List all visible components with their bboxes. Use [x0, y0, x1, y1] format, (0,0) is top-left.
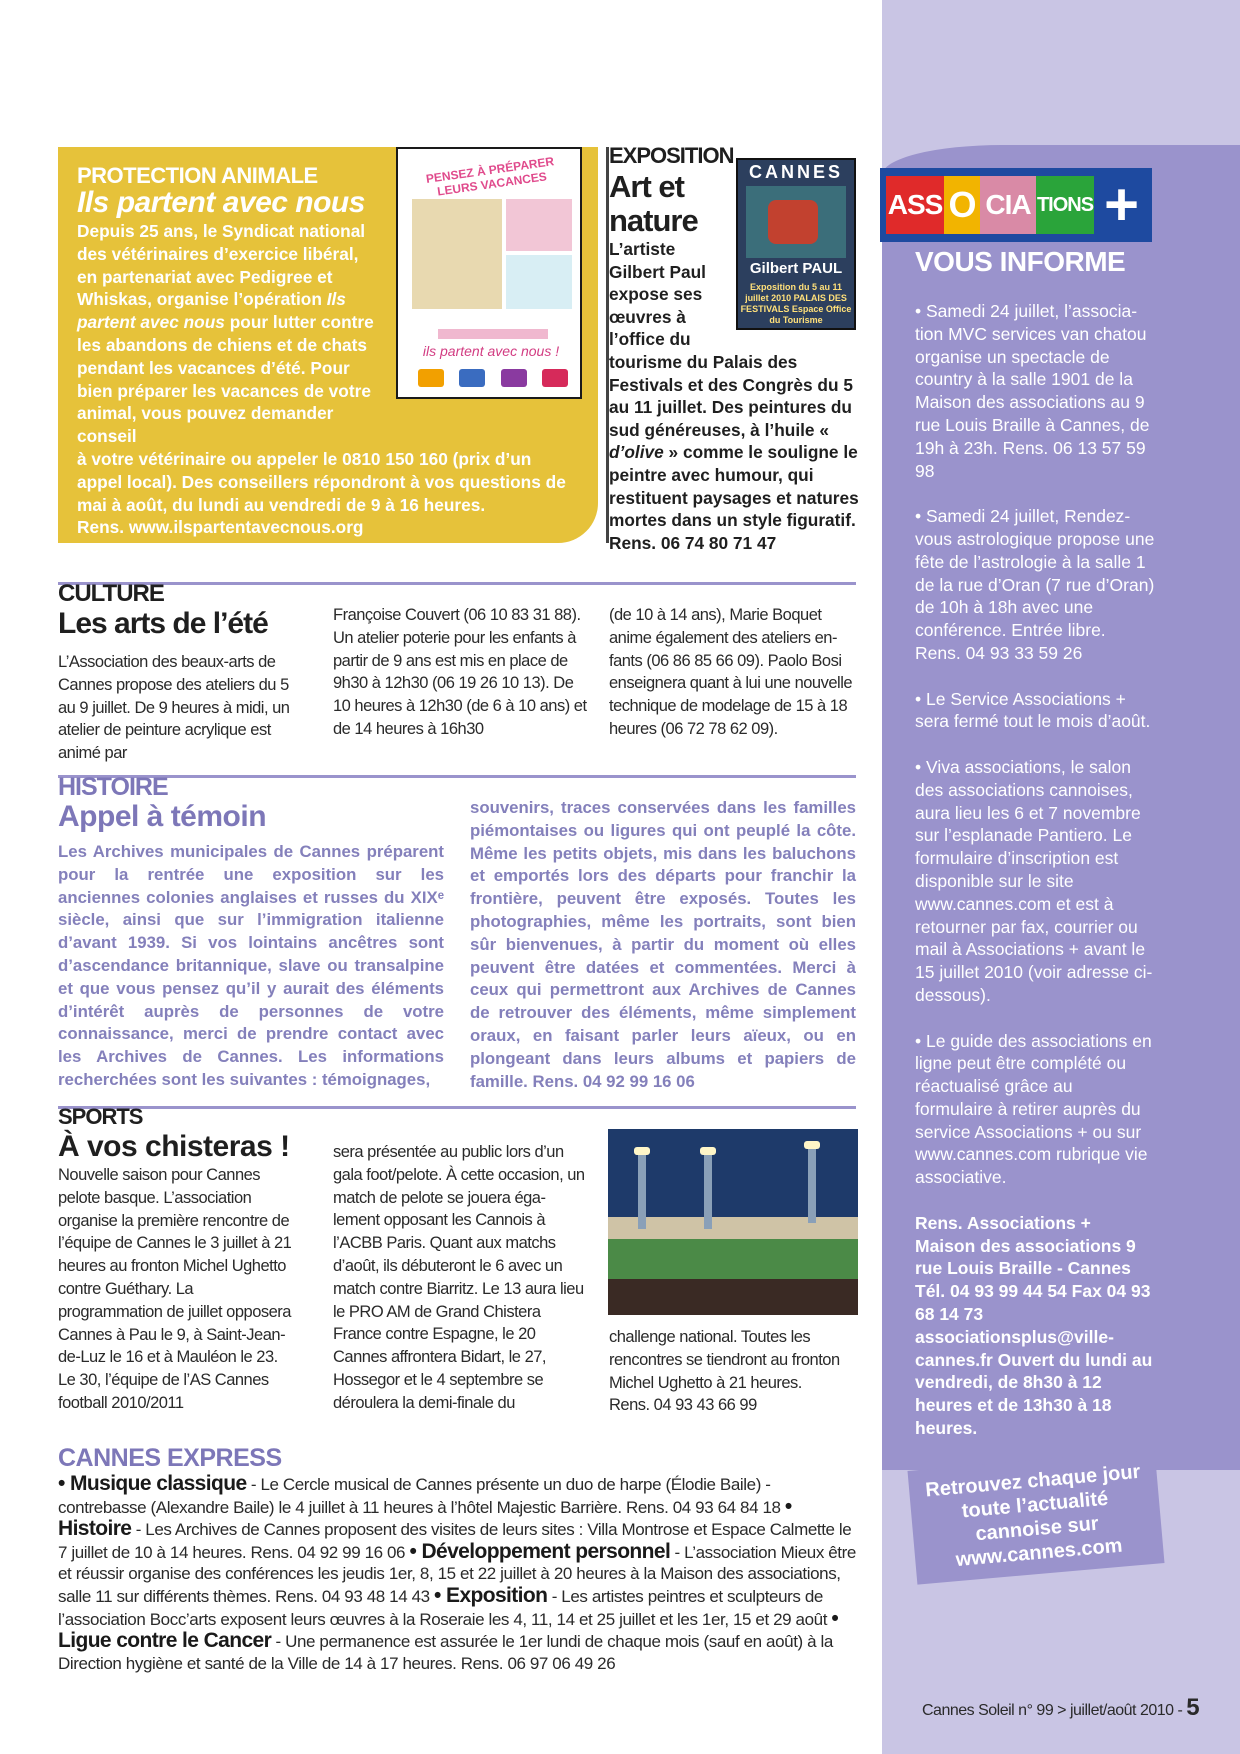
express-head-ligue: Ligue contre le Cancer	[58, 1629, 272, 1653]
sidebar-item: • Samedi 24 juillet, l’associa-tion MVC services van chatou organise un spectacle de country à la salle 1901 de la Maison des associations au 9 rue Louis Braille à Cannes, de 19h à 23h. Rens. 06 13 57 59 98	[915, 301, 1150, 481]
exposition-poster-sub: Exposition du 5 au 11 juillet 2010 PALAIS DES FESTIVALS Espace Office du Tourisme	[740, 282, 852, 325]
protection-text-narrow-block	[77, 220, 377, 448]
exposition-rens: Rens. 06 74 80 71 47	[609, 532, 777, 553]
sports-col-3-text: challenge national. Toutes les rencontres se tiendront au fronton Michel Ughetto à 21 heures.	[609, 1328, 840, 1392]
poster-small-text-bar	[438, 329, 548, 339]
protection-kicker: PROTECTION ANIMALE	[77, 163, 318, 188]
histoire-col-2: souvenirs, traces conservées dans les familles piémontaises ou ligures qui ont peuplé la côte. Même les petits objets, mis dans les baluchons et emportés lors des départs pour franchir la frontière, peuvent être exposés. Toutes les photographies, même les portraits, sont bien sûr bienvenues, à partir du moment où elles peuvent être datées et commentées. Merci à ceux qui permettront aux Archives de Cannes de retrouver des éléments, même simplement oraux, en faisant parler leurs aïeux, ou en plongeant dans leurs albums et papiers de famille. Rens. 04 92 99 16 06	[470, 798, 856, 1091]
express-head-histoire: Histoire	[58, 1517, 132, 1541]
associations-plus-logo	[880, 168, 1152, 242]
sponsor-logo-2	[459, 369, 485, 387]
express-title: CANNES EXPRESS	[58, 1444, 282, 1472]
express-bullet: •	[434, 1583, 447, 1607]
exposition-poster	[736, 158, 856, 330]
exposition-title: Art et nature	[609, 169, 698, 238]
sidebar-item: • Le guide des associations en ligne peut être complété ou réactualisé grâce au formulaire à retirer auprès du service Associations + ou sur www.cannes.com rubrique vie associative.	[915, 1030, 1152, 1188]
histoire-rule	[58, 775, 856, 778]
exposition-poster-artist: Gilbert PAUL	[749, 260, 843, 277]
exposition-kicker: EXPOSITION	[609, 143, 734, 168]
photo-light-pole-3	[808, 1143, 816, 1223]
logo-o: O	[944, 176, 980, 234]
poster-pink-image	[506, 199, 572, 251]
exposition-text-wide-1: tourisme du Palais des Festivals et des Congrès du 5 au 11 juillet. Des peintures du sud généreuses, à l’huile «	[609, 351, 853, 440]
sports-col-1: Nouvelle saison pour Cannes pelote basque. L’association organise la première rencontre de l’équipe de Cannes le 3 juillet à 21 heures au fronton Michel Ughetto contre Guéthary. La programmation de juillet opposera Cannes à Pau le 9, à Saint-Jean-de-Luz le 16 et à Mauléon le 23. Le 30, l’équipe de l’AS Cannes football 2010/2011	[58, 1166, 292, 1412]
photo-lamp-3	[804, 1141, 820, 1149]
protection-text-italic: Ils partent avec nous	[77, 289, 346, 333]
culture-kicker: CULTURE	[58, 580, 164, 607]
website-promo-box[interactable]	[908, 1449, 1165, 1584]
poster-dog-image	[412, 199, 502, 309]
photo-lamp-2	[700, 1147, 716, 1155]
sponsor-logo-4	[542, 369, 568, 387]
express-head-dev: Développement personnel	[421, 1539, 671, 1563]
sidebar-item: • Le Service Associations + sera fermé tout le mois d’août.	[915, 688, 1151, 732]
express-head-music: Musique classique	[70, 1472, 247, 1495]
page-footer	[922, 1694, 1199, 1722]
website-promo-text: Retrouvez chaque jour toute l’actualité cannoise sur www.cannes.com	[924, 1460, 1142, 1572]
histoire-col-1: Les Archives municipales de Cannes préparent pour la rentrée une exposition sur les anciennes colonies anglaises et russes du XIXᵉ siècle, ainsi que sur l’immigration italienne d’avant 1939. Si vos lointains ancêtres sont d’ascendance britannique, slave ou transalpine et que vous pensez qu’il y aurait des éléments d’intérêt auprès de personnes de votre connaissance, merci de prendre contact avec les Archives de Cannes. Les informations recherchées sont les suivantes : témoignages,	[58, 842, 444, 1089]
exposition-poster-painting-detail	[768, 200, 818, 244]
logo-cia: CIA	[980, 176, 1036, 234]
photo-light-pole-1	[638, 1149, 646, 1229]
exposition-text-italic: d’olive	[609, 442, 664, 463]
culture-title: Les arts de l’été	[58, 607, 268, 640]
sidebar-item: • Viva associations, le salon des associations cannoises, aura lieu les 6 et 7 novembre sur l’esplanade Pantiero. Le formulaire d’inscription est disponible sur le site www.cannes.com et est à retourner par fax, courrier ou mail à Associations + avant le 15 juillet 2010 (voir adresse ci-dessous).	[915, 756, 1153, 1005]
express-head-expo: Exposition	[446, 1583, 548, 1607]
footer-text: Cannes Soleil n° 99 > juillet/août 2010 -	[922, 1702, 1187, 1719]
express-bullet: •	[58, 1472, 70, 1495]
express-bullet: •	[409, 1539, 422, 1563]
protection-title: Ils partent avec nous	[77, 186, 365, 219]
express-bullet: •	[784, 1494, 792, 1518]
photo-light-pole-2	[704, 1149, 712, 1229]
sports-col-3	[609, 1326, 859, 1417]
express-text-music: - Le Cercle musical de Cannes présente un duo de harpe (Élodie Baile) - contrebasse (Alexandre Baile) le 4 juillet à 11 heures à l’hôtel Majestic Barrière. Rens. 04 93 64 84 18	[58, 1475, 785, 1517]
sidebar-body	[915, 300, 1155, 1463]
poster-headline: PENSEZ À PRÉPARER LEURS VACANCES	[425, 154, 555, 199]
sidebar-contact: Rens. Associations + Maison des associations 9 rue Louis Braille - Cannes Tél. 04 93 99 44 54 Fax 04 93 68 14 73 associationsplus@ville-cannes.fr Ouvert du lundi au vendredi, de 8h30 à 12 heures et de 13h30 à 18 heures.	[915, 1212, 1153, 1439]
protection-poster	[396, 147, 582, 399]
sponsor-logo-1	[418, 369, 444, 387]
exposition-poster-headline: CANNES	[748, 162, 843, 182]
photo-stands	[608, 1279, 858, 1315]
protection-rens: Rens. www.ilspartentavecnous.org	[77, 517, 364, 538]
poster-sponsor-logos	[418, 369, 568, 387]
logo-tions: TIONS	[1036, 176, 1094, 234]
sponsor-logo-3	[501, 369, 527, 387]
page-number: 5	[1186, 1694, 1200, 1721]
logo-ass: ASS	[886, 176, 944, 234]
express-text-expo: - Les artistes peintres et sculpteurs de l’association Bocc’arts exposent leurs œuvres à la Roseraie les 4, 11, 14 et 25 juillet et les 1er, 15 et 29 août	[58, 1586, 832, 1629]
express-text-histoire: - Les Archives de Cannes proposent des visites de leurs sites : Villa Montrose et Espace Calmette le 7 juillet de 10 à 14 heures. Rens. 04 92 99 16 06	[58, 1520, 852, 1562]
culture-col-3: (de 10 à 14 ans), Marie Boquet anime également des ateliers en-fants (06 86 85 66 09). Paolo Bosi enseignera quant à lui une nouvelle technique de modelage de 15 à 18 heures (06 72 78 62 09).	[609, 606, 853, 738]
photo-lamp-1	[634, 1147, 650, 1155]
poster-slogan: ils partent avec nous !	[422, 343, 560, 359]
sports-rens: Rens. 04 93 43 66 99	[609, 1396, 757, 1415]
logo-plus-icon: +	[1104, 171, 1140, 238]
exposition-text-wide-2: » comme le souligne le peintre avec humour, qui restituent paysages et natures mortes dans un style figuratif.	[609, 442, 859, 531]
culture-rule	[58, 582, 856, 585]
sports-title: À vos chisteras !	[58, 1130, 290, 1163]
pelote-stadium-photo	[608, 1129, 858, 1315]
culture-col-1: L’Association des beaux-arts de Cannes propose des ateliers du 5 au 9 juillet. De 9 heures à midi, un atelier de peinture acrylique est animé par	[58, 653, 290, 763]
logo-letters	[886, 176, 1094, 234]
express-bullet: •	[831, 1606, 839, 1630]
protection-text-part1: Depuis 25 ans, le Syndicat national des vétérinaires d’exercice libéral, en partenariat avec Pedigree et Whiskas, organise l’opération	[77, 221, 366, 310]
express-text-dev: - L’association Mieux être et réussir organise des conférences les jeudis 1er, 8, 15 et 22 juillet à 20 heures à la Maison des associations, salle 11 sur différents thèmes. Rens. 04 93 48 14 43	[58, 1542, 856, 1606]
poster-carrier-image	[506, 255, 572, 309]
protection-text-part2: pour lutter contre les abandons de chiens et de chats pendant les vacances d’été. Pour bien préparer les vacances de votre animal, vous pouvez demander conseil	[77, 312, 374, 447]
exposition-text-narrow: L’artiste Gilbert Paul expose ses œuvres à l’office du	[609, 239, 706, 350]
sports-col-2: sera présentée au public lors d’un gala foot/pelote. À cette occasion, un match de pelote se jouera éga-lement opposant les Cannois à l’ACBB Paris. Quant aux matchs d’août, ils débuteront le 6 avec un match contre Biarritz. Le 13 aura lieu le PRO AM de Grand Chistera France contre Espagne, le 20 Cannes affrontera Bidart, le 27, Hossegor et le 4 septembre se déroulera la demi-finale du	[333, 1143, 585, 1412]
histoire-kicker: HISTOIRE	[58, 773, 168, 801]
sidebar-item: • Samedi 24 juillet, Rendez-vous astrologique propose une fête de l’astrologie à la salle 1 de la rue d’Oran (7 rue d’Oran) de 10h à 18h avec une conférence. Entrée libre. Rens. 04 93 33 59 26	[915, 506, 1155, 663]
express-text	[58, 1473, 858, 1674]
protection-text-wide: à votre vétérinaire ou appeler le 0810 150 160 (prix d’un appel local). Des conseillers répondront à vos questions de mai à août, du lundi au vendredi de 9 à 16 heures.	[77, 448, 566, 515]
sidebar-title: VOUS INFORME	[915, 246, 1126, 277]
express-text-ligue: - Une permanence est assurée le 1er lundi de chaque mois (sauf en août) à la Direction hygiène et santé de la Ville de 14 à 17 heures. Rens. 06 97 06 49 26	[58, 1632, 833, 1673]
histoire-title: Appel à témoin	[58, 800, 267, 833]
culture-col-2: Françoise Couvert (06 10 83 31 88). Un atelier poterie pour les enfants à partir de 9 ans est mis en place de 9h30 à 12h30 (06 19 26 10 13). De 10 heures à 12h30 (de 6 à 10 ans) et de 14 heures à 16h30	[333, 606, 587, 738]
sports-rule	[58, 1106, 856, 1109]
sports-kicker: SPORTS	[58, 1104, 143, 1129]
